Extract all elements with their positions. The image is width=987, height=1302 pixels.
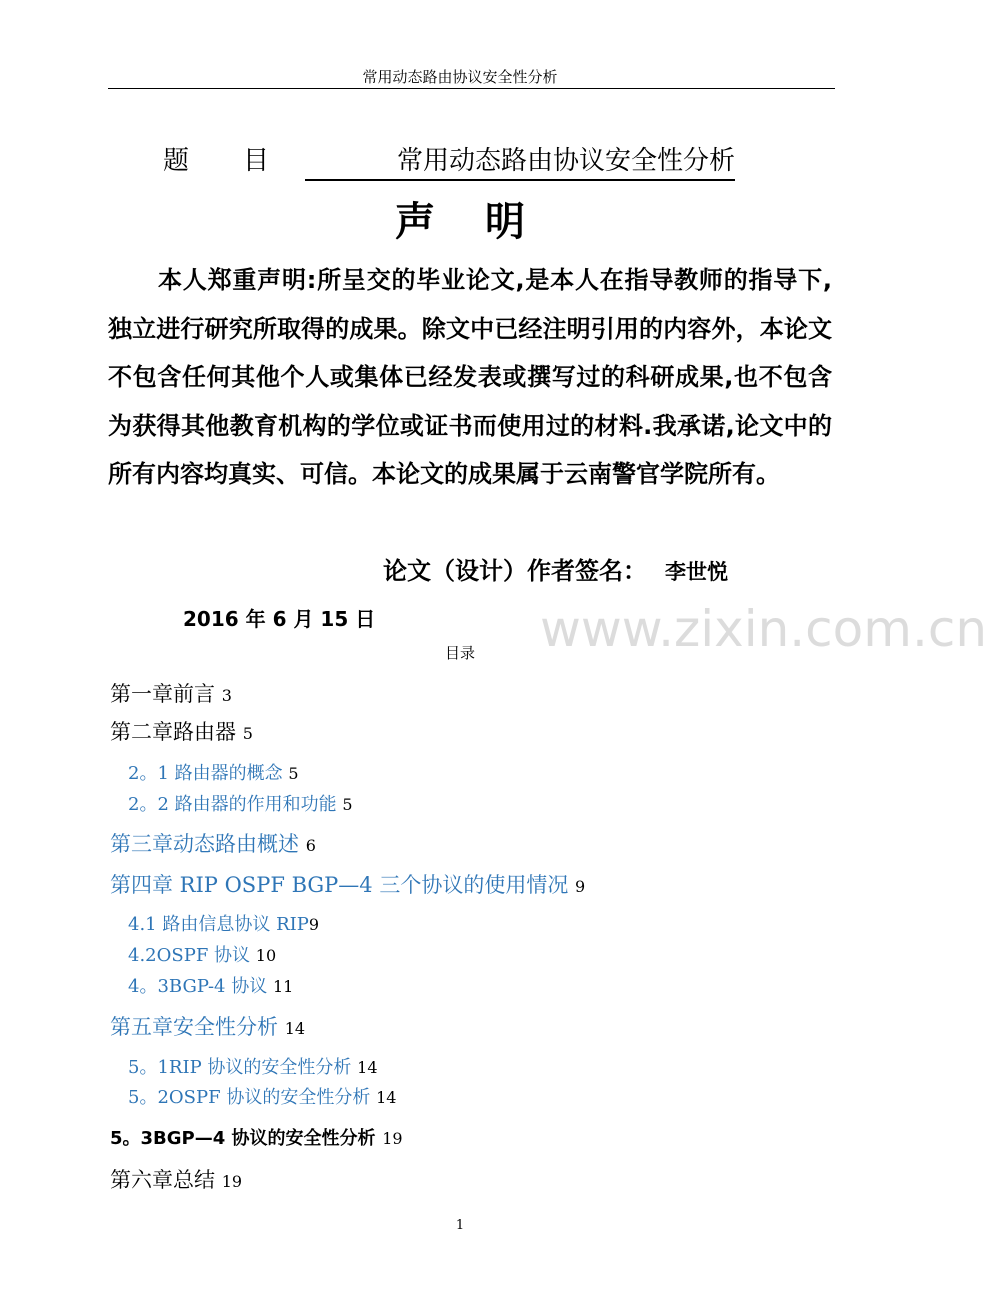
header-divider [108, 88, 835, 89]
title-label [163, 140, 271, 177]
toc-item-section-4-3[interactable] [128, 972, 293, 998]
watermark: www.zixin.com.cn [540, 600, 987, 658]
declaration-heading: 声明 [395, 199, 575, 245]
toc-item-text: 4。3BGP-4 协议 [128, 976, 268, 997]
toc-item-text: 第四章 RIP OSPF BGP—4 三个协议的使用情况 [110, 873, 569, 897]
toc-item-section-4-1[interactable] [128, 910, 319, 936]
toc-item-page: 9 [575, 877, 586, 896]
toc-item-page: 11 [272, 977, 294, 996]
toc-item-section-2-1[interactable] [128, 759, 299, 785]
toc-item-chapter-6[interactable] [110, 1164, 242, 1194]
declaration-date: 2016 年 6 月 15 日 [183, 607, 376, 631]
toc-item-page: 3 [221, 686, 232, 705]
toc-item-text: 第五章安全性分析 [110, 1015, 278, 1039]
toc-item-section-4-2[interactable] [128, 941, 276, 967]
toc-item-section-2-2[interactable] [128, 790, 353, 816]
toc-item-page: 14 [376, 1088, 397, 1107]
toc-item-text: 5。2OSPF 协议的安全性分析 [128, 1087, 371, 1108]
toc-item-page: 19 [221, 1172, 243, 1191]
toc-item-text: 第一章前言 [110, 682, 215, 706]
thesis-title-line [0, 140, 920, 180]
toc-item-text: 4.1 路由信息协议 RIP [128, 914, 309, 935]
title-label-char-1: 题 [163, 146, 192, 176]
toc-item-chapter-3[interactable] [110, 828, 316, 858]
toc-item-page: 6 [305, 836, 316, 855]
toc-item-page: 9 [308, 915, 320, 934]
toc-item-chapter-5[interactable] [110, 1011, 305, 1041]
declaration-body: 本人郑重声明:所呈交的毕业论文,是本人在指导教师的指导下,独立进行研究所取得的成果。除文中已经注明引用的内容外，本论文不包含任何其他个人或集体已经发表或撰写过的科研成果,也不包含为获得其他教育机构的学位或证书而使用过的材料.我承诺,论文中的所有内容均真实、可信。本论文的成果属于云南警官学院所有。 [108, 266, 832, 488]
toc-item-page: 10 [255, 946, 277, 965]
toc-item-chapter-4[interactable] [110, 869, 585, 899]
toc-item-text: 2。1 路由器的概念 [128, 763, 283, 784]
page-number: 1 [455, 1218, 465, 1233]
toc-item-text: 4.2OSPF 协议 [128, 945, 251, 966]
toc-item-page: 5 [342, 795, 353, 814]
toc-item-text: 第二章路由器 [110, 720, 236, 744]
thesis-title: 常用动态路由协议安全性分析 [305, 140, 735, 181]
toc-item-page: 14 [284, 1019, 306, 1038]
toc-item-page: 14 [357, 1058, 378, 1077]
toc-item-text: 第三章动态路由概述 [110, 832, 299, 856]
toc-title: 目录 [444, 644, 475, 662]
toc-item-text: 5。1RIP 协议的安全性分析 [128, 1057, 352, 1078]
running-header: 常用动态路由协议安全性分析 [362, 68, 558, 86]
toc-item-section-5-1[interactable] [128, 1053, 378, 1079]
title-label-char-2: 目 [243, 146, 272, 176]
toc-item-text: 2。2 路由器的作用和功能 [128, 794, 337, 815]
toc-item-section-5-2[interactable] [128, 1083, 396, 1109]
toc-item-section-5-3[interactable] [110, 1124, 403, 1150]
signature-line [383, 551, 728, 586]
toc-item-chapter-2[interactable] [110, 716, 253, 746]
toc-item-text: 5。3BGP—4 协议的安全性分析 [110, 1128, 376, 1149]
toc-item-page: 5 [242, 724, 253, 743]
signature-label: 论文（设计）作者签名： [383, 557, 647, 585]
toc-item-chapter-1[interactable] [110, 678, 232, 708]
toc-item-text: 第六章总结 [110, 1168, 215, 1192]
signature-name: 李世悦 [665, 560, 728, 584]
toc-item-page: 19 [382, 1129, 403, 1148]
toc-item-page: 5 [288, 764, 299, 783]
